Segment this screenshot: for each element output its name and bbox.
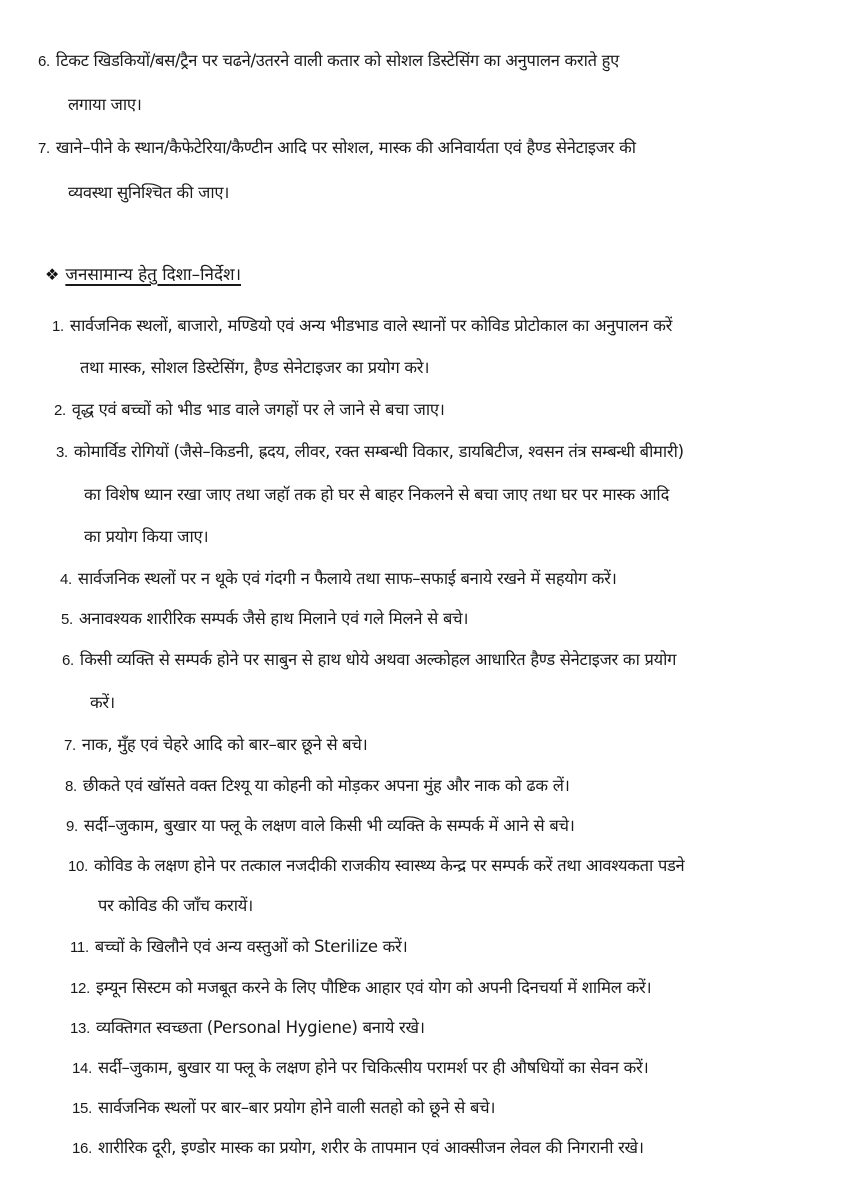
item-text: छीकते एवं खॉसते वक्त टिश्यू या कोहनी को मोड़कर अपना मुंह और नाक को ढक लें। — [82, 776, 570, 795]
item-text: सर्दी–जुकाम, बुखार या फ्लू के लक्षण होने पर चिकित्सीय परामर्श पर ही औषधियों का सेवन करें। — [97, 1058, 649, 1077]
list-item-12 — [70, 975, 651, 998]
item-text: नाक, मुँह एवं चेहरे आदि को बार–बार छूने से बचे। — [81, 735, 368, 754]
item-number: 11. — [70, 939, 89, 956]
list-item-1 — [52, 313, 672, 336]
item-text: सार्वजनिक स्थलों पर न थूके एवं गंदगी न फैलाये तथा साफ–सफाई बनाये रखने में सहयोग करें। — [77, 569, 617, 588]
item-number: 15. — [72, 1100, 92, 1117]
list-item-3 — [56, 439, 684, 462]
list-item-16 — [72, 1135, 644, 1158]
list-item-10 — [68, 853, 684, 876]
item-number: 6. — [38, 53, 50, 70]
prev-list-item-6 — [38, 48, 619, 71]
section-heading — [45, 262, 241, 285]
prev-list-item-7 — [38, 135, 636, 158]
item-text: खाने–पीने के स्थान/कैफेटेरिया/कैण्टीन आदि पर सोशल, मास्क की अनिवार्यता एवं हैण्ड सेनेटाइजर की — [55, 138, 636, 157]
list-item-9 — [66, 813, 575, 836]
list-item-2 — [54, 397, 445, 420]
list-item-6 — [62, 647, 676, 670]
item-number: 16. — [72, 1140, 92, 1157]
item-text: सार्वजनिक स्थलों पर बार–बार प्रयोग होने वाली सतहो को छूने से बचे। — [97, 1098, 496, 1117]
item-text: अनावश्यक शारीरिक सम्पर्क जैसे हाथ मिलाने एवं गले मिलने से बचे। — [78, 609, 469, 628]
list-item-14 — [72, 1055, 648, 1078]
item-number: 7. — [38, 140, 50, 157]
item-text: वृद्ध एवं बच्चों को भीड भाड वाले जगहों पर ले जाने से बचा जाए। — [71, 400, 445, 419]
item-text: बच्चों के खिलौने एवं अन्य वस्तुओं को Sterilize करें। — [94, 937, 408, 956]
item-text: टिकट खिडकियों/बस/ट्रैन पर चढने/उतरने वाली कतार को सोशल डिस्टेसिंग का अनुपालन कराते हुए — [55, 51, 619, 70]
list-item-11 — [70, 934, 407, 957]
item-text: किसी व्यक्ति से सम्पर्क होने पर साबुन से हाथ धोये अथवा अल्कोहल आधारित हैण्ड सेनेटाइजर का प्रयोग — [79, 650, 677, 669]
item-number: 3. — [56, 444, 68, 461]
list-item-6-continuation: करें। — [90, 693, 115, 712]
list-item-15 — [72, 1095, 495, 1118]
item-number: 5. — [61, 611, 73, 628]
list-item-8 — [65, 773, 570, 796]
list-item-3-continuation-1: का विशेष ध्यान रखा जाए तथा जहॉ तक हो घर से बाहर निकलने से बचा जाए तथा घर पर मास्क आदि — [84, 485, 670, 504]
item-number: 10. — [68, 858, 88, 875]
item-number: 8. — [65, 778, 77, 795]
list-item-4 — [60, 566, 617, 589]
list-item-5 — [61, 606, 468, 629]
item-number: 7. — [64, 737, 76, 754]
item-number: 12. — [70, 980, 90, 997]
list-item-3-continuation-2: का प्रयोग किया जाए। — [84, 527, 209, 546]
item-number: 9. — [66, 818, 78, 835]
item-number: 1. — [52, 318, 64, 335]
list-item-1-continuation: तथा मास्क, सोशल डिस्टेसिंग, हैण्ड सेनेटाइजर का प्रयोग करे। — [80, 358, 430, 377]
item-text: कोमार्विड रोगियों (जैसे–किडनी, ह्रदय, लीवर, रक्त सम्बन्धी विकार, डायबिटीज, श्वसन तंत्र सम्बन्धी बीमारी) — [73, 442, 684, 461]
item-number: 6. — [62, 652, 74, 669]
diamond-bullet-icon: ❖ — [45, 265, 60, 284]
item-number: 4. — [60, 571, 72, 588]
item-text: इम्यून सिस्टम को मजबूत करने के लिए पौष्टिक आहार एवं योग को अपनी दिनचर्या में शामिल करें। — [95, 978, 652, 997]
list-item-13 — [70, 1015, 425, 1038]
item-text: सर्दी–जुकाम, बुखार या फ्लू के लक्षण वाले किसी भी व्यक्ति के सम्पर्क में आने से बचे। — [83, 816, 575, 835]
prev-list-item-7-continuation: व्यवस्था सुनिश्चित की जाए। — [68, 183, 230, 202]
section-title: जनसामान्य हेतु दिशा–निर्देश। — [65, 265, 242, 285]
list-item-10-continuation: पर कोविड की जाँच करायें। — [98, 896, 253, 915]
item-number: 13. — [70, 1020, 90, 1037]
item-text: शारीरिक दूरी, इण्डोर मास्क का प्रयोग, शरीर के तापमान एवं आक्सीजन लेवल की निगरानी रखे। — [97, 1138, 644, 1157]
item-number: 2. — [54, 402, 66, 419]
list-item-7 — [64, 732, 368, 755]
item-text: व्यक्तिगत स्वच्छता (Personal Hygiene) बनाये रखे। — [95, 1018, 425, 1037]
item-number: 14. — [72, 1060, 92, 1077]
item-text: कोविड के लक्षण होने पर तत्काल नजदीकी राजकीय स्वास्थ्य केन्द्र पर सम्पर्क करें तथा आवश्यकता पडने — [93, 856, 685, 875]
prev-list-item-6-continuation: लगाया जाए। — [68, 95, 142, 114]
item-text: सार्वजनिक स्थलों, बाजारो, मण्डियो एवं अन्य भीडभाड वाले स्थानों पर कोविड प्रोटोकाल का अनुपालन करें — [69, 316, 673, 335]
